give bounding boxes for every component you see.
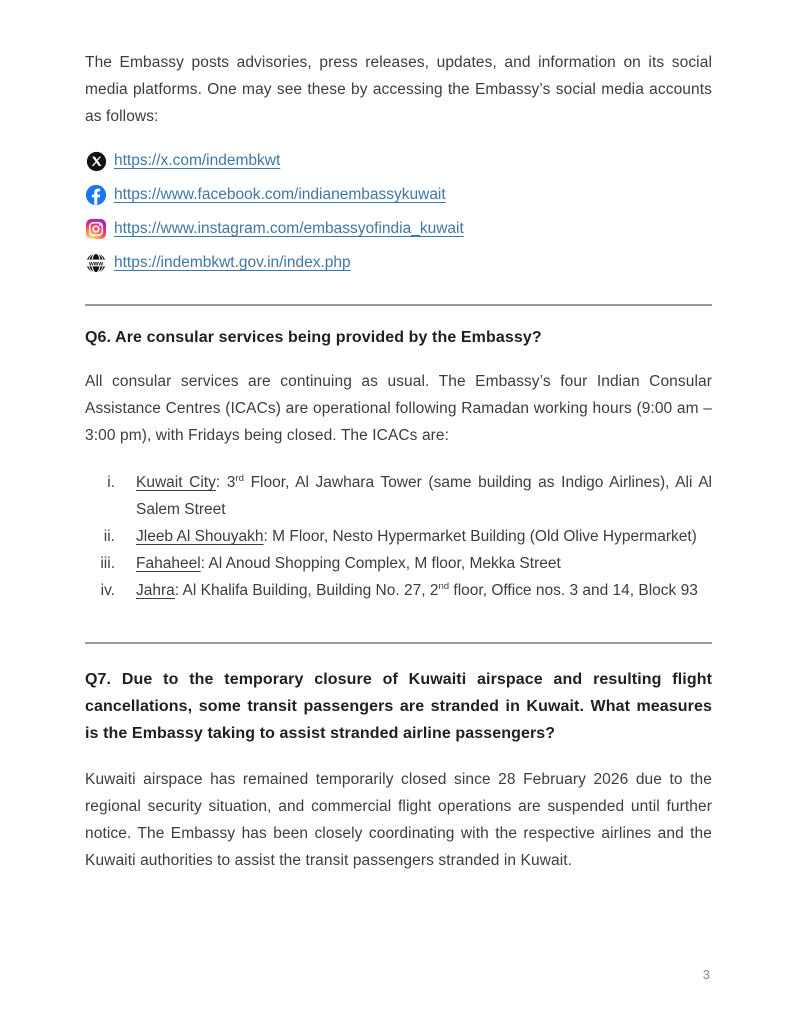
q7-heading: Q7. Due to the temporary closure of Kuwaiti airspace and resulting flight cancellations, some transit passengers are stranded in Kuwait. What measures is the Embassy taking to assist stranded airline passengers? xyxy=(85,671,712,742)
icac-list xyxy=(85,469,712,604)
icac-list-item xyxy=(85,523,712,550)
q6-paragraph: All consular services are continuing as usual. The Embassy’s four Indian Consular Assistance Centres (ICACs) are operational following Ramadan working hours (9:00 am – 3:00 pm), with Fridays being closed. The ICACs are: xyxy=(85,373,712,444)
list-numeral: ii. xyxy=(103,528,115,545)
x-icon xyxy=(85,150,107,172)
icac-item-text: Jleeb Al Shouyakh: M Floor, Nesto Hypermarket Building (Old Olive Hypermarket) xyxy=(136,528,697,545)
icac-item-text: Fahaheel: Al Anoud Shopping Complex, M floor, Mekka Street xyxy=(136,555,561,572)
icac-location-name: Jahra xyxy=(136,582,175,599)
intro-paragraph: The Embassy posts advisories, press releases, updates, and information on its social media platforms. One may see these by accessing the Embassy’s social media accounts as follows: xyxy=(85,54,712,125)
instagram-icon xyxy=(85,218,107,240)
social-link-row xyxy=(85,212,712,246)
social-link-row xyxy=(85,178,712,212)
q7-paragraph: Kuwaiti airspace has remained temporarily closed since 28 February 2026 due to the regional security situation, and commercial flight operations are suspended until further notice. The Embassy has been closely coordinating with the respective airlines and the Kuwaiti authorities to assist the transit passengers stranded in Kuwait. xyxy=(85,771,712,869)
list-numeral: iv. xyxy=(100,582,115,599)
icac-list-item xyxy=(85,550,712,577)
globe-www-icon xyxy=(85,252,107,274)
section-divider xyxy=(85,642,712,644)
social-link-url[interactable]: https://www.instagram.com/embassyofindia_kuwait xyxy=(114,220,464,237)
page-number: 3 xyxy=(702,967,710,982)
social-link-url[interactable]: https://indembkwt.gov.in/index.php xyxy=(114,254,351,271)
icac-item-text: Kuwait City: 3rd Floor, Al Jawhara Tower (same building as Indigo Airlines), Ali Al Salem Street xyxy=(136,472,712,518)
q6-heading: Q6. Are consular services being provided by the Embassy? xyxy=(85,329,542,346)
facebook-icon xyxy=(85,184,107,206)
icac-list-item xyxy=(85,577,712,604)
icac-location-name: Jleeb Al Shouyakh xyxy=(136,528,264,545)
icac-list-item xyxy=(85,469,712,523)
icac-location-name: Fahaheel xyxy=(136,555,201,572)
icac-location-name: Kuwait City xyxy=(136,474,216,491)
social-link-url[interactable]: https://x.com/indembkwt xyxy=(114,152,281,169)
list-numeral: iii. xyxy=(100,555,115,572)
social-link-row xyxy=(85,246,712,280)
social-link-row xyxy=(85,144,712,178)
section-divider xyxy=(85,304,712,306)
social-link-url[interactable]: https://www.facebook.com/indianembassykuwait xyxy=(114,186,446,203)
list-numeral: i. xyxy=(107,474,115,491)
social-links-list xyxy=(85,144,712,280)
icac-item-text: Jahra: Al Khalifa Building, Building No. 27, 2nd floor, Office nos. 3 and 14, Block 93 xyxy=(136,580,698,599)
svg-text:www: www xyxy=(88,261,104,268)
